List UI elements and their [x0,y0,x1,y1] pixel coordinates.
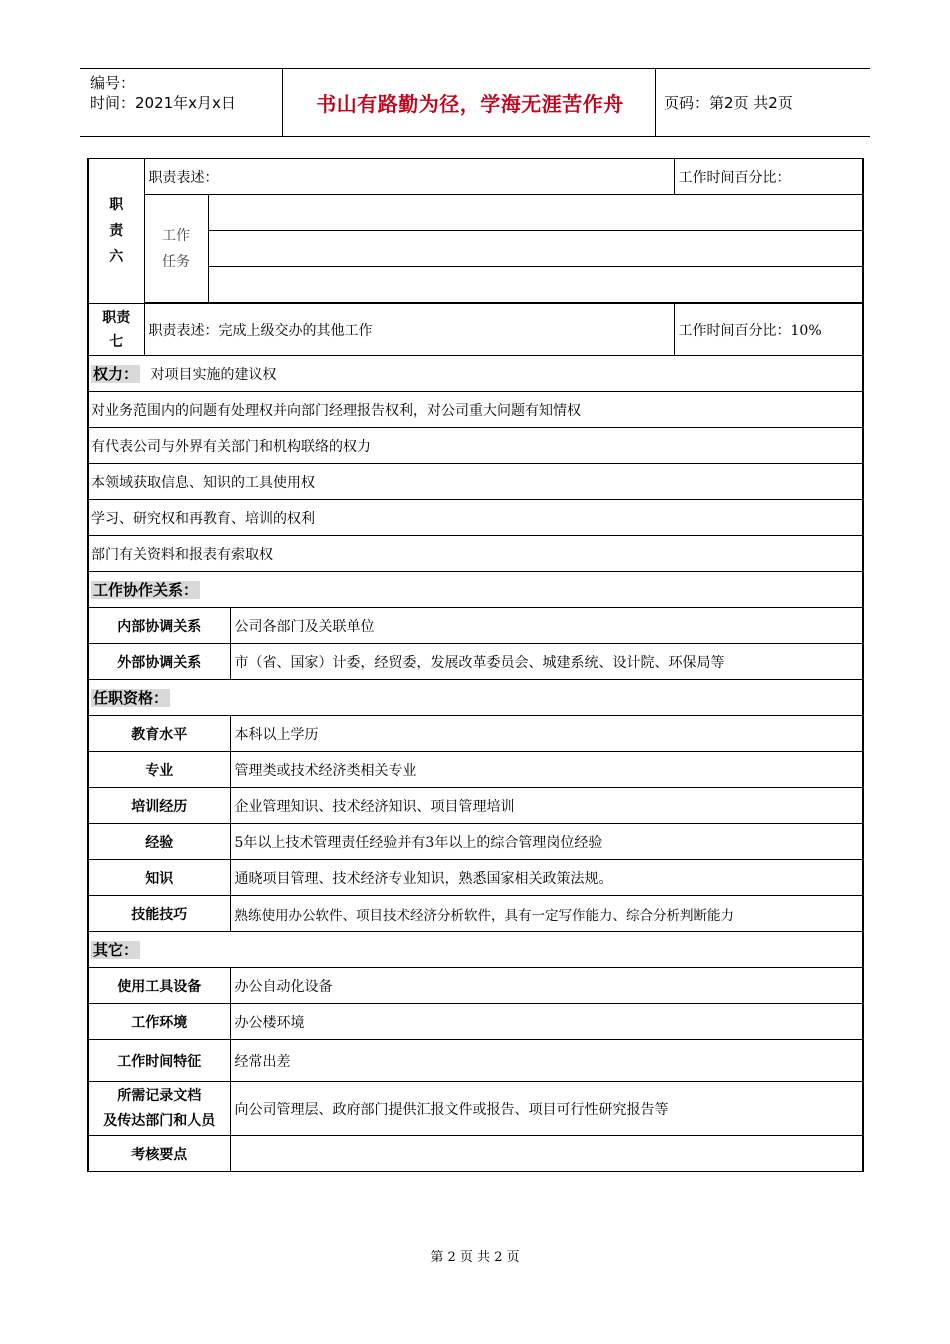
duty6-task-label [144,195,208,303]
cooperation-row [88,644,863,680]
other-row [88,968,863,1004]
qualification-row [88,896,863,932]
duty7-title-line: 职责 [102,309,131,326]
header-divider [282,69,283,136]
assessment-key: 考核要点 [88,1136,230,1172]
duty7-title-line: 七 [109,333,124,350]
authority-first-item: 对项目实施的建议权 [150,367,277,383]
qualification-row [88,860,863,896]
other-row [88,1040,863,1082]
records-row [88,1082,863,1136]
authority-row [88,536,863,572]
qualification-value: 本科以上学历 [230,716,863,752]
qualification-key: 培训经历 [88,788,230,824]
page-footer: 第 2 页 共 2 页 [430,1250,520,1265]
qualification-row [88,788,863,824]
qualification-value: 通晓项目管理、技术经济专业知识，熟悉国家相关政策法规。 [230,860,863,896]
duty6-title-char: 六 [109,249,124,265]
other-label: 其它： [93,941,139,959]
authority-item: 部门有关资料和报表有索取权 [88,536,863,572]
cooperation-row [88,608,863,644]
authority-header [88,356,863,392]
qualification-key: 经验 [88,824,230,860]
qualification-label: 任职资格： [93,689,169,707]
qualification-key: 教育水平 [88,716,230,752]
authority-item: 有代表公司与外界有关部门和机构联络的权力 [88,428,863,464]
duty6-percent-label: 工作时间百分比： [674,159,863,195]
cooperation-header-row [88,572,863,608]
task-label-line: 工作 [162,227,190,244]
authority-item: 学习、研究权和再教育、培训的权利 [88,500,863,536]
header-divider [655,69,656,136]
qualification-header-row [88,680,863,716]
authority-label: 权力： [93,365,139,383]
duty7-percent: 工作时间百分比：10% [674,304,863,356]
authority-row [88,464,863,500]
cooperation-value: 公司各部门及关联单位 [230,608,863,644]
duty7-desc: 职责表述：完成上级交办的其他工作 [144,304,674,356]
duty6-title-char: 职 [109,197,124,213]
records-key-line: 所需记录文档 [117,1087,202,1104]
other-key: 工作环境 [88,1004,230,1040]
records-key [88,1082,230,1136]
cooperation-header [88,572,863,608]
other-header-row [88,932,863,968]
duty6-title [88,159,144,304]
qualification-value: 企业管理知识、技术经济知识、项目管理培训 [230,788,863,824]
duty6-task-1 [208,195,863,231]
assessment-value [230,1136,863,1172]
authority-row [88,392,863,428]
duty7-row [88,304,863,356]
other-header [88,932,863,968]
duty6-task-2 [208,231,863,267]
duty7-title [88,304,144,356]
other-row [88,1004,863,1040]
records-value: 向公司管理层、政府部门提供汇报文件或报告、项目可行性研究报告等 [230,1082,863,1136]
authority-item: 本领域获取信息、知识的工具使用权 [88,464,863,500]
header-page-info: 页码：第2页 共2页 [664,94,793,112]
document-date: 时间：2021年x月x日 [90,94,236,112]
qualification-key: 知识 [88,860,230,896]
cooperation-label: 工作协作关系： [93,581,199,599]
duty6-title-char: 责 [109,223,124,239]
cooperation-key: 内部协调关系 [88,608,230,644]
other-value: 办公自动化设备 [230,968,863,1004]
duty6-desc-label: 职责表述： [144,159,674,195]
page-header [80,68,870,137]
authority-item: 对业务范围内的问题有处理权并向部门经理报告权利，对公司重大问题有知情权 [88,392,863,428]
assessment-row [88,1136,863,1172]
qualification-value: 熟练使用办公软件、项目技术经济分析软件，具有一定写作能力、综合分析判断能力 [230,896,863,932]
records-key-line: 及传达部门和人员 [103,1112,216,1129]
task-label-line: 任务 [162,253,190,270]
qualification-value: 5年以上技术管理责任经验并有3年以上的综合管理岗位经验 [230,824,863,860]
authority-row [88,500,863,536]
duty6-desc-row [88,159,863,195]
header-left [90,73,236,113]
qualification-row [88,716,863,752]
duty6-task-row [88,195,863,231]
qualification-key: 专业 [88,752,230,788]
other-key: 使用工具设备 [88,968,230,1004]
document-number-label: 编号： [90,74,136,92]
duty6-task-3 [208,267,863,303]
authority-row [88,428,863,464]
qualification-value: 管理类或技术经济类相关专业 [230,752,863,788]
cooperation-value: 市（省、国家）计委，经贸委，发展改革委员会、城建系统、设计院、环保局等 [230,644,863,680]
qualification-key: 技能技巧 [88,896,230,932]
qualification-header [88,680,863,716]
other-value: 办公楼环境 [230,1004,863,1040]
qualification-row [88,824,863,860]
job-description-table [87,158,864,1172]
header-motto: 书山有路勤为径，学海无涯苦作舟 [316,92,624,116]
cooperation-key: 外部协调关系 [88,644,230,680]
other-value: 经常出差 [230,1040,863,1082]
other-key: 工作时间特征 [88,1040,230,1082]
qualification-row [88,752,863,788]
authority-header-row [88,356,863,392]
